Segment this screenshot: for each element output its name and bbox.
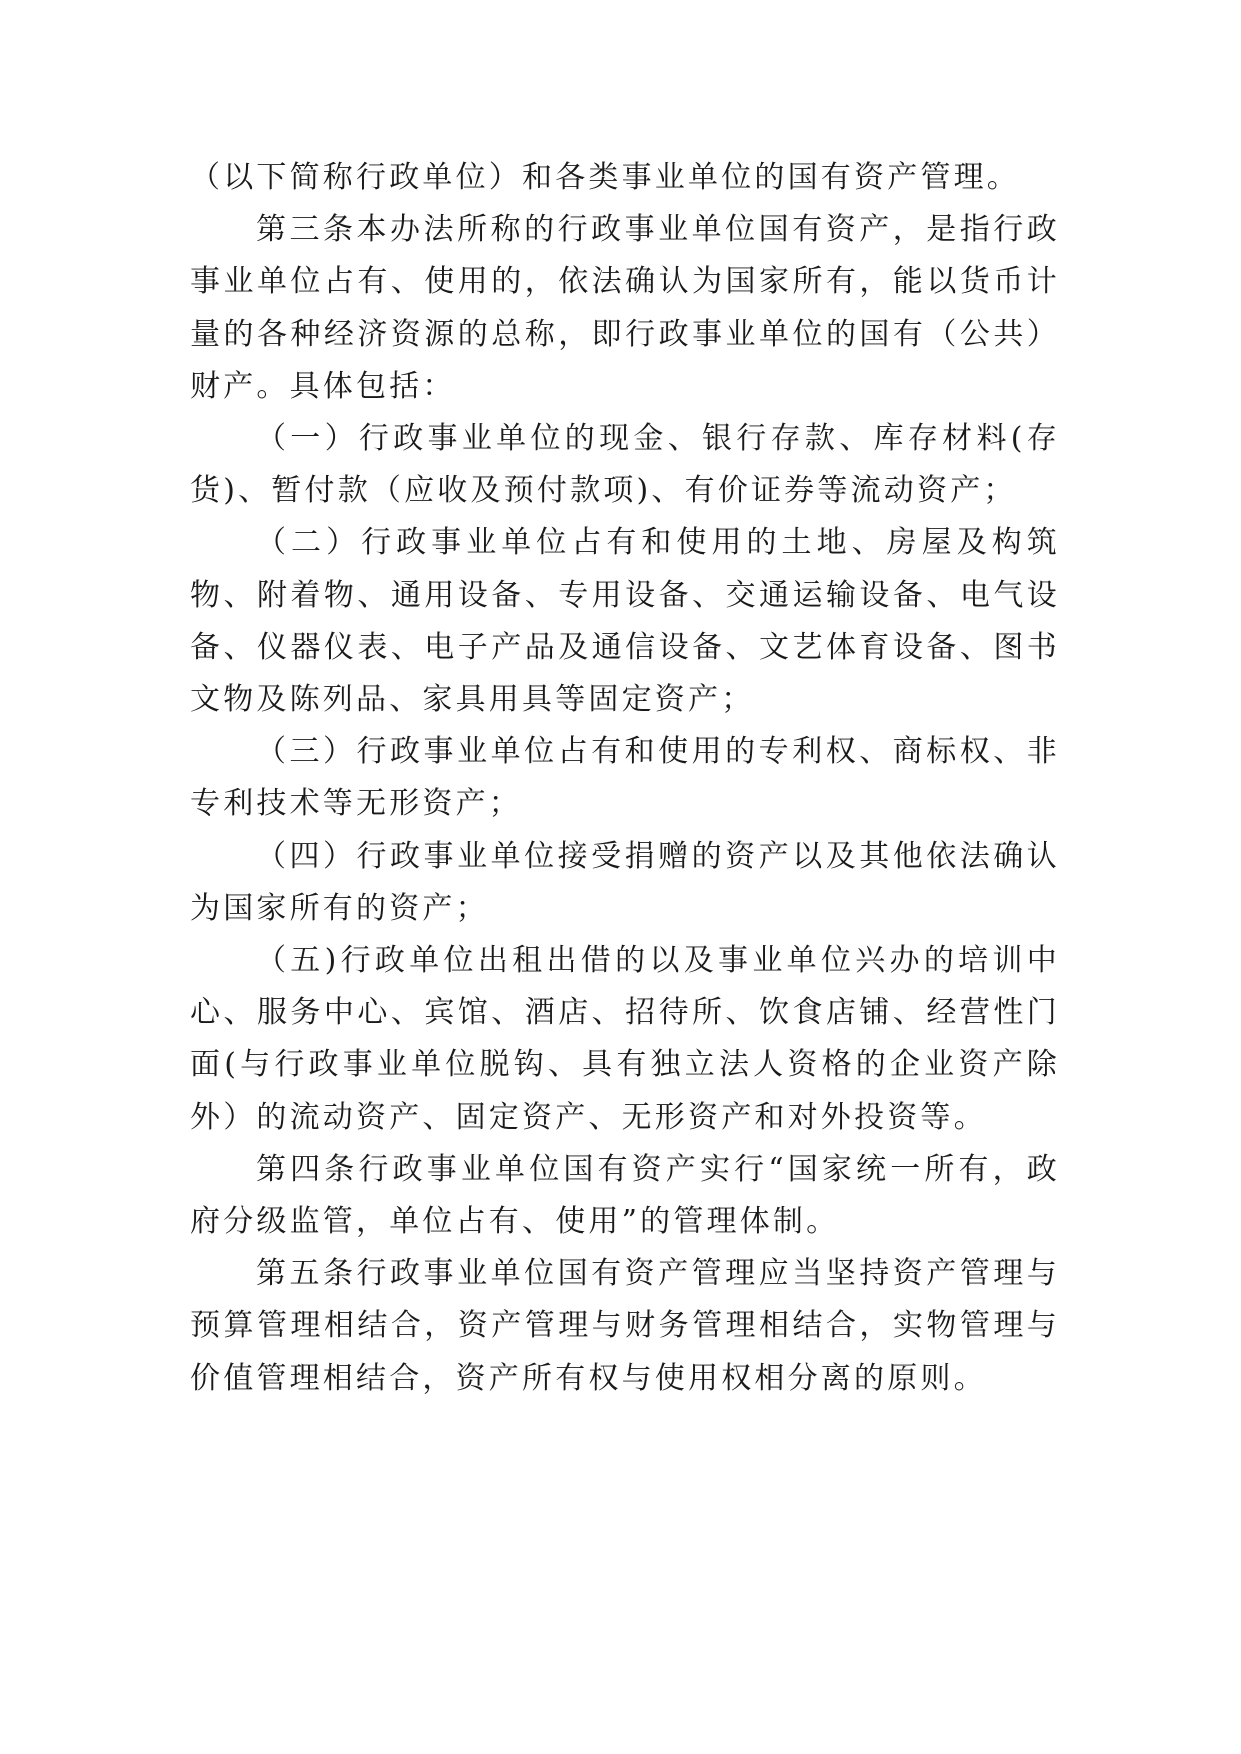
paragraph-item-5-operating-assets: （五)行政单位出租出借的以及事业单位兴办的培训中心、服务中心、宾馆、酒店、招待所、饮食店铺、经营性门面(与行政事业单位脱钩、具有独立法人资格的企业资产除外）的流动资产、固定资产、无形资产和对外投资等。	[190, 943, 1060, 1135]
paragraph-article-3: 第三条本办法所称的行政事业单位国有资产，是指行政事业单位占有、使用的，依法确认为国家所有，能以货币计量的各种经济资源的总称，即行政事业单位的国有（公共）财产。具体包括：	[190, 212, 1060, 404]
paragraph-article-4: 第四条行政事业单位国有资产实行“国家统一所有，政府分级监管，单位占有、使用”的管理体制。	[190, 1151, 1060, 1240]
paragraph-item-1-current-assets: （一）行政事业单位的现金、银行存款、库存材料(存货)、暂付款（应收及预付款项)、有价证券等流动资产；	[190, 421, 1060, 509]
paragraph-item-2-fixed-assets: （二）行政事业单位占有和使用的土地、房屋及构筑物、附着物、通用设备、专用设备、交通运输设备、电气设备、仪器仪表、电子产品及通信设备、文艺体育设备、图书文物及陈列品、家具用具等固定资产；	[190, 525, 1060, 718]
paragraph-scope-continuation: （以下简称行政单位）和各类事业单位的国有资产管理。	[190, 160, 1020, 195]
paragraph-item-3-intangible-assets: （三）行政事业单位占有和使用的专利权、商标权、非专利技术等无形资产；	[190, 734, 1060, 822]
paragraph-article-5: 第五条行政事业单位国有资产管理应当坚持资产管理与预算管理相结合，资产管理与财务管理相结合，实物管理与价值管理相结合，资产所有权与使用权相分离的原则。	[190, 1256, 1060, 1396]
paragraph-item-4-donated-assets: （四）行政事业单位接受捐赠的资产以及其他依法确认为国家所有的资产；	[190, 838, 1060, 926]
document-body	[190, 152, 1060, 1405]
